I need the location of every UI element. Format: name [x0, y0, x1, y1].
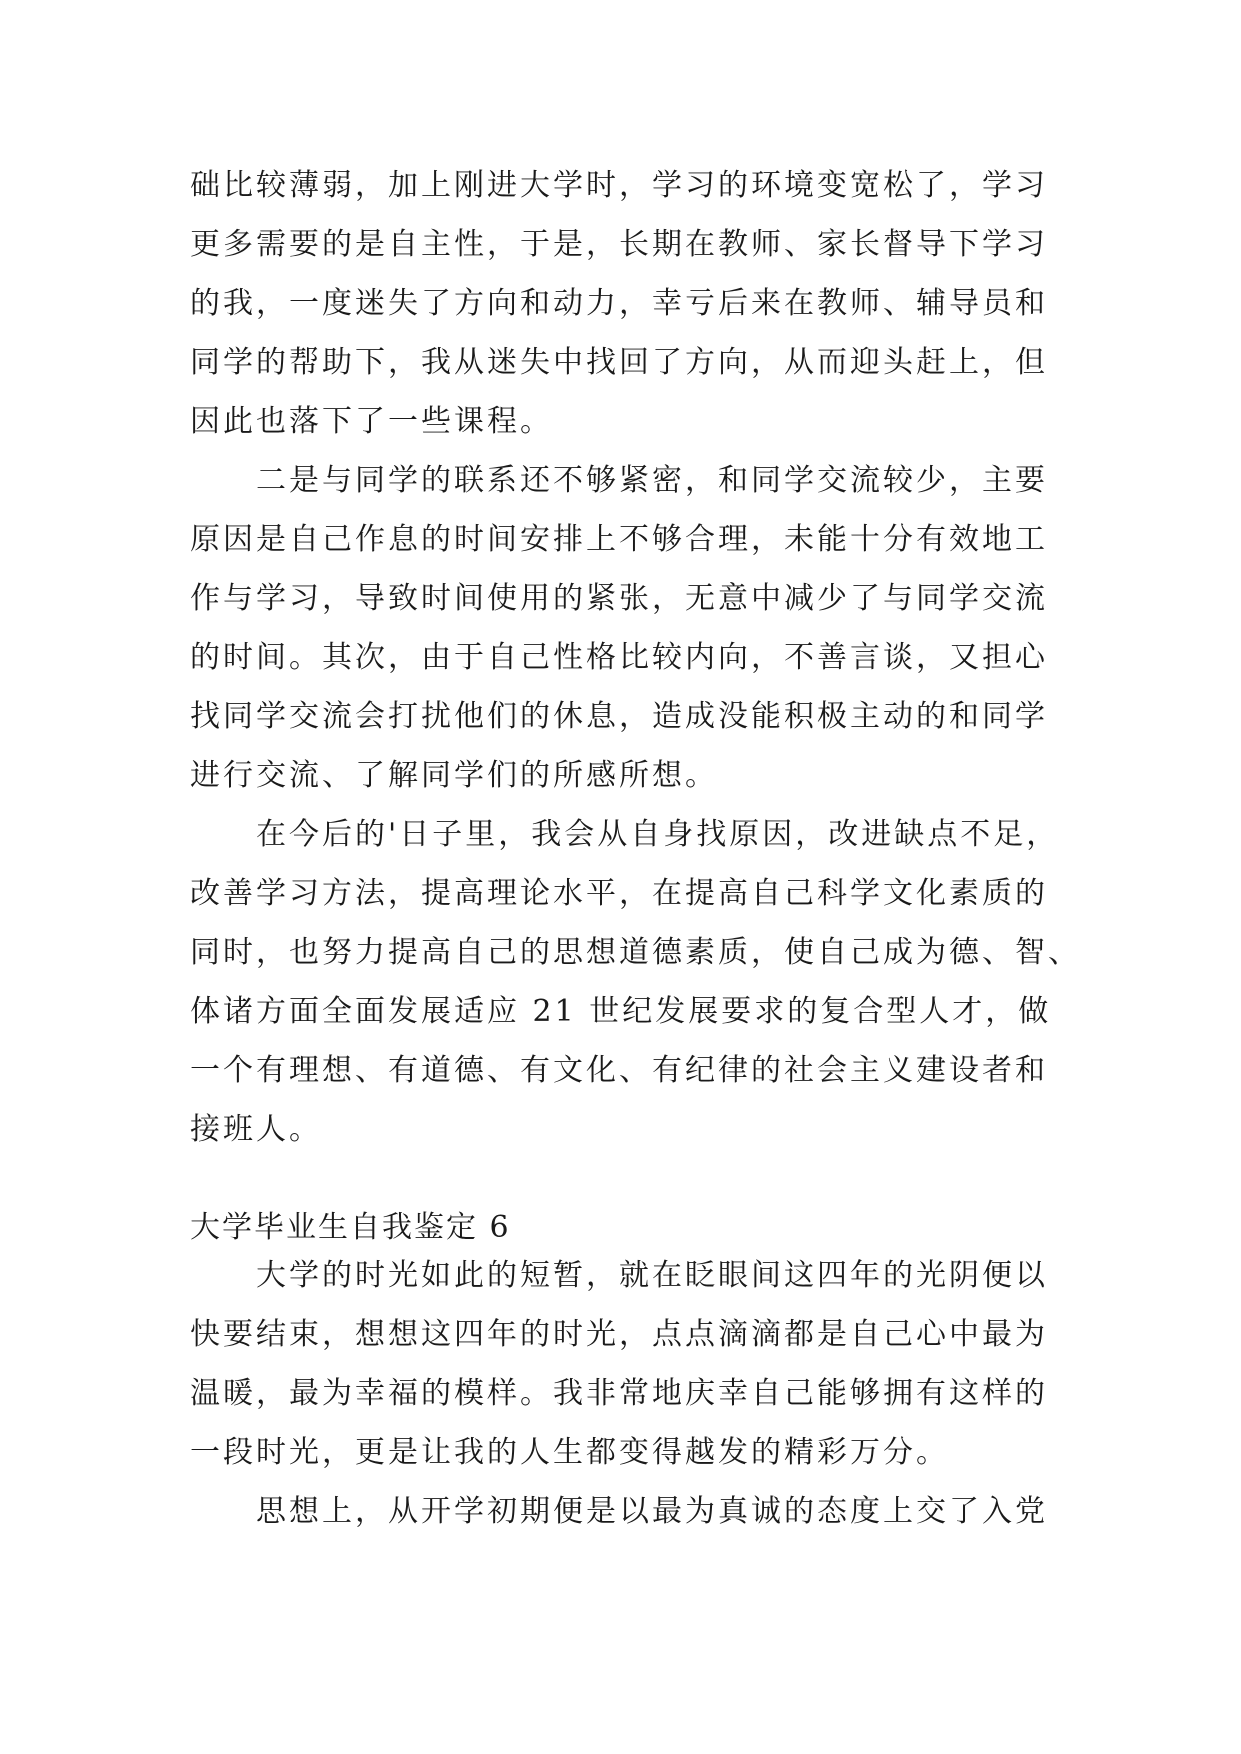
paragraph-line: 因此也落下了一些课程。 [190, 404, 553, 439]
paragraph-line: 快要结束，想想这四年的时光，点点滴滴都是自己心中最为 [190, 1317, 1048, 1352]
section-title: 大学毕业生自我鉴定 6 [190, 1210, 511, 1245]
body-text-upper [190, 156, 1081, 1159]
paragraph-line: 更多需要的是自主性，于是，长期在教师、家长督导下学习 [190, 227, 1048, 262]
paragraph-line: 础比较薄弱，加上刚进大学时，学习的环境变宽松了，学习 [190, 168, 1048, 203]
paragraph-line: 接班人。 [190, 1112, 322, 1147]
paragraph-line: 温暖，最为幸福的模样。我非常地庆幸自己能够拥有这样的 [190, 1376, 1048, 1411]
paragraph-line: 原因是自己作息的时间安排上不够合理，未能十分有效地工 [190, 522, 1048, 557]
paragraph-line: 体诸方面全面发展适应 21 世纪发展要求的复合型人才，做 [190, 994, 1052, 1029]
paragraph-line: 一个有理想、有道德、有文化、有纪律的社会主义建设者和 [190, 1053, 1048, 1088]
paragraph-line: 大学的时光如此的短暂，就在眨眼间这四年的光阴便以 [190, 1258, 1048, 1293]
paragraph-line: 的时间。其次，由于自己性格比较内向，不善言谈，又担心 [190, 640, 1048, 675]
paragraph-line: 改善学习方法，提高理论水平，在提高自己科学文化素质的 [190, 876, 1048, 911]
paragraph-line: 作与学习，导致时间使用的紧张，无意中减少了与同学交流 [190, 581, 1048, 616]
paragraph-line: 同时，也努力提高自己的思想道德素质，使自己成为德、智、 [190, 935, 1081, 970]
paragraph-line: 一段时光，更是让我的人生都变得越发的精彩万分。 [190, 1435, 949, 1470]
paragraph-line: 在今后的'日子里，我会从自身找原因，改进缺点不足， [190, 817, 1060, 852]
paragraph-line: 的我，一度迷失了方向和动力，幸亏后来在教师、辅导员和 [190, 286, 1048, 321]
paragraph-line: 思想上，从开学初期便是以最为真诚的态度上交了入党 [190, 1494, 1048, 1529]
paragraph-line: 找同学交流会打扰他们的休息，造成没能积极主动的和同学 [190, 699, 1048, 734]
body-text-lower [190, 1246, 1052, 1541]
paragraph-line: 同学的帮助下，我从迷失中找回了方向，从而迎头赶上，但 [190, 345, 1048, 380]
paragraph-line: 进行交流、了解同学们的所感所想。 [190, 758, 718, 793]
paragraph-line: 二是与同学的联系还不够紧密，和同学交流较少，主要 [190, 463, 1048, 498]
